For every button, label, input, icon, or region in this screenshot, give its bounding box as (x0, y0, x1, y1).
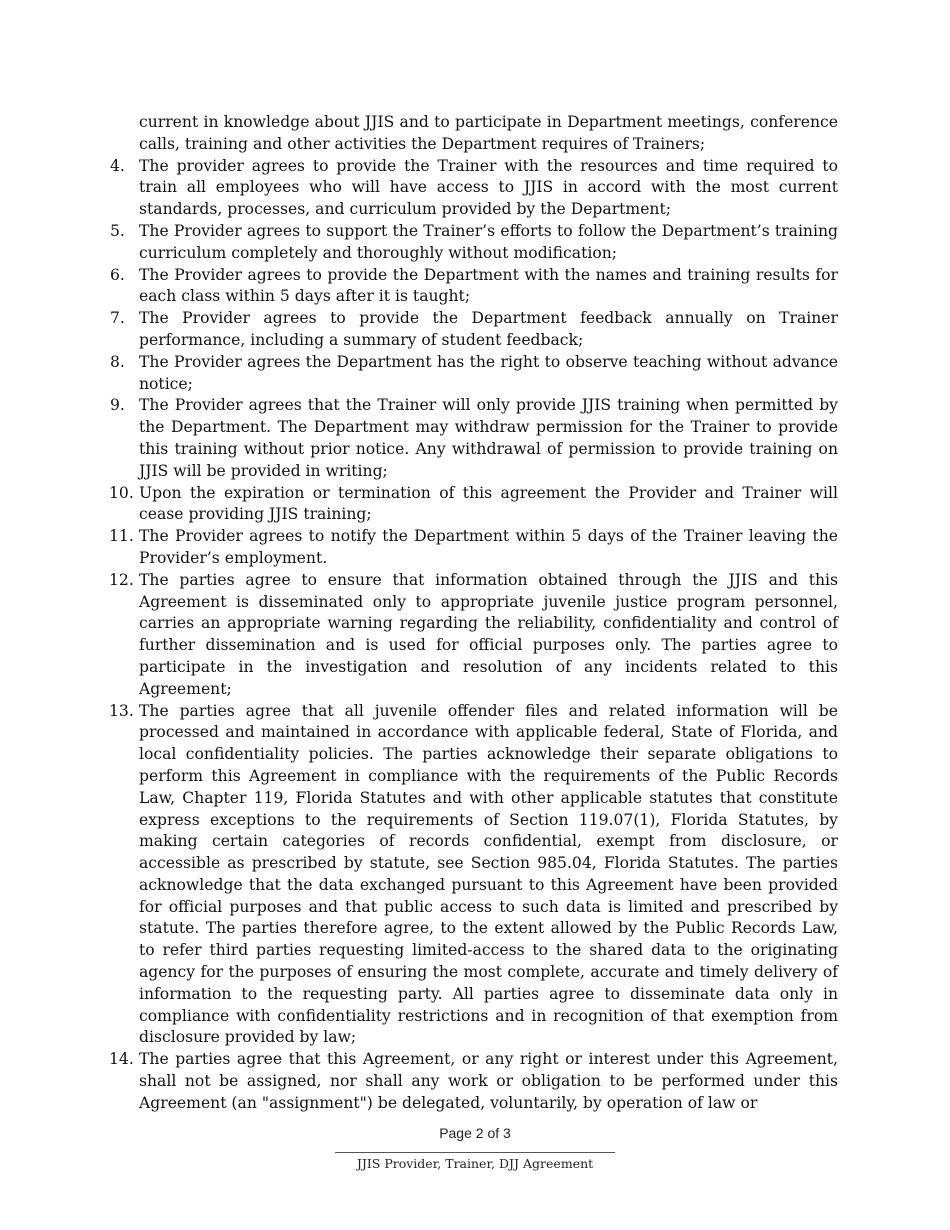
list-item-number: 12. (109, 570, 134, 589)
list-item-number: 9. (110, 396, 125, 415)
list-item (110, 395, 838, 482)
list-item (110, 156, 838, 221)
list-item-text: The Provider agrees to provide the Department feedback annually on Trainer performance, including a summary of student feedback; (139, 309, 838, 349)
list-item (110, 483, 838, 527)
list-item-text: The parties agree that all juvenile offender files and related information will be processed and maintained in accordance with applicable federal, State of Florida, and local confidentiality policies. The parties acknowledge their separate obligations to perform this Agreement in compliance with the requirements of the Public Records Law, Chapter 119, Florida Statutes and with other applicable statutes that constitute express exceptions to the requirements of Section 119.07(1), Florida Statutes, by making certain categories of records confidential, exempt from disclosure, or accessible as prescribed by statute, see Section 985.04, Florida Statutes. The parties acknowledge that the data exchanged pursuant to this Agreement have been provided for official purposes and that public access to such data is limited and prescribed by statute. The parties therefore agree, to the extent allowed by the Public Records Law, to refer third parties requesting limited-access to the shared data to the originating agency for the purposes of ensuring the most complete, accurate and timely delivery of information to the requesting party. All parties agree to disseminate data only in compliance with confidentiality restrictions and in recognition of that exemption from disclosure provided by law; (139, 701, 838, 1047)
footer-divider (335, 1152, 615, 1153)
list-item-number: 7. (110, 309, 125, 328)
list-item-text: The parties agree to ensure that information obtained through the JJIS and this Agreement is disseminated only to appropriate juvenile justice program personnel, carries an appropriate warning regarding the reliability, confidentiality and control of further dissemination and is used for official purposes only. The parties agree to participate in the investigation and resolution of any incidents related to this Agreement; (139, 570, 838, 698)
list-item-text: The Provider agrees to provide the Department with the names and training results for each class within 5 days after it is taught; (139, 265, 838, 306)
list-item-number: 14. (109, 1050, 134, 1069)
list-item (110, 221, 838, 265)
list-item-text: The provider agrees to provide the Trainer with the resources and time required to train all employees who will have access to JJIS in accord with the most current standards, processes, and curriculum provided by the Department; (139, 156, 838, 219)
list-item-text: The Provider agrees to support the Trainer’s efforts to follow the Department’s training curriculum completely and thoroughly without modification; (139, 221, 838, 262)
list-item-number: 4. (110, 156, 125, 175)
list-item-number: 10. (109, 483, 134, 502)
list-item-text: The parties agree that this Agreement, or any right or interest under this Agreement, shall not be assigned, nor shall any work or obligation to be performed under this Agreement (an "assignment") be delegated, voluntarily, by operation of law or (139, 1050, 838, 1112)
page-number: Page 2 of 3 (439, 1125, 511, 1141)
list-item (110, 265, 838, 309)
list-item (110, 1049, 838, 1114)
list-item-text: The Provider agrees to notify the Department within 5 days of the Trainer leaving the Provider’s employment. (139, 527, 838, 567)
list-item (110, 570, 838, 701)
continuation-paragraph: current in knowledge about JJIS and to participate in Department meetings, conference calls, training and other activities the Department requires of Trainers; (139, 113, 838, 153)
document-body (110, 112, 838, 1115)
list-item-number: 13. (109, 701, 134, 720)
list-item-number: 11. (109, 527, 134, 546)
list-item-number: 8. (110, 352, 125, 371)
list-item-number: 6. (110, 265, 125, 284)
footer-document-title: JJIS Provider, Trainer, DJJ Agreement (356, 1156, 594, 1171)
list-item (110, 352, 838, 396)
list-item-text: The Provider agrees that the Trainer will only provide JJIS training when permitted by the Department. The Department may withdraw permission for the Trainer to provide this training without prior notice. Any withdrawal of permission to provide training on JJIS will be provided in writing; (139, 396, 838, 480)
list-item-text: Upon the expiration or termination of this agreement the Provider and Trainer will cease providing JJIS training; (139, 483, 838, 524)
list-item (110, 701, 838, 1050)
list-item (110, 308, 838, 352)
list-item-number: 5. (110, 221, 125, 240)
list-item (110, 526, 838, 570)
list-item-text: The Provider agrees the Department has the right to observe teaching without advance notice; (139, 352, 838, 393)
